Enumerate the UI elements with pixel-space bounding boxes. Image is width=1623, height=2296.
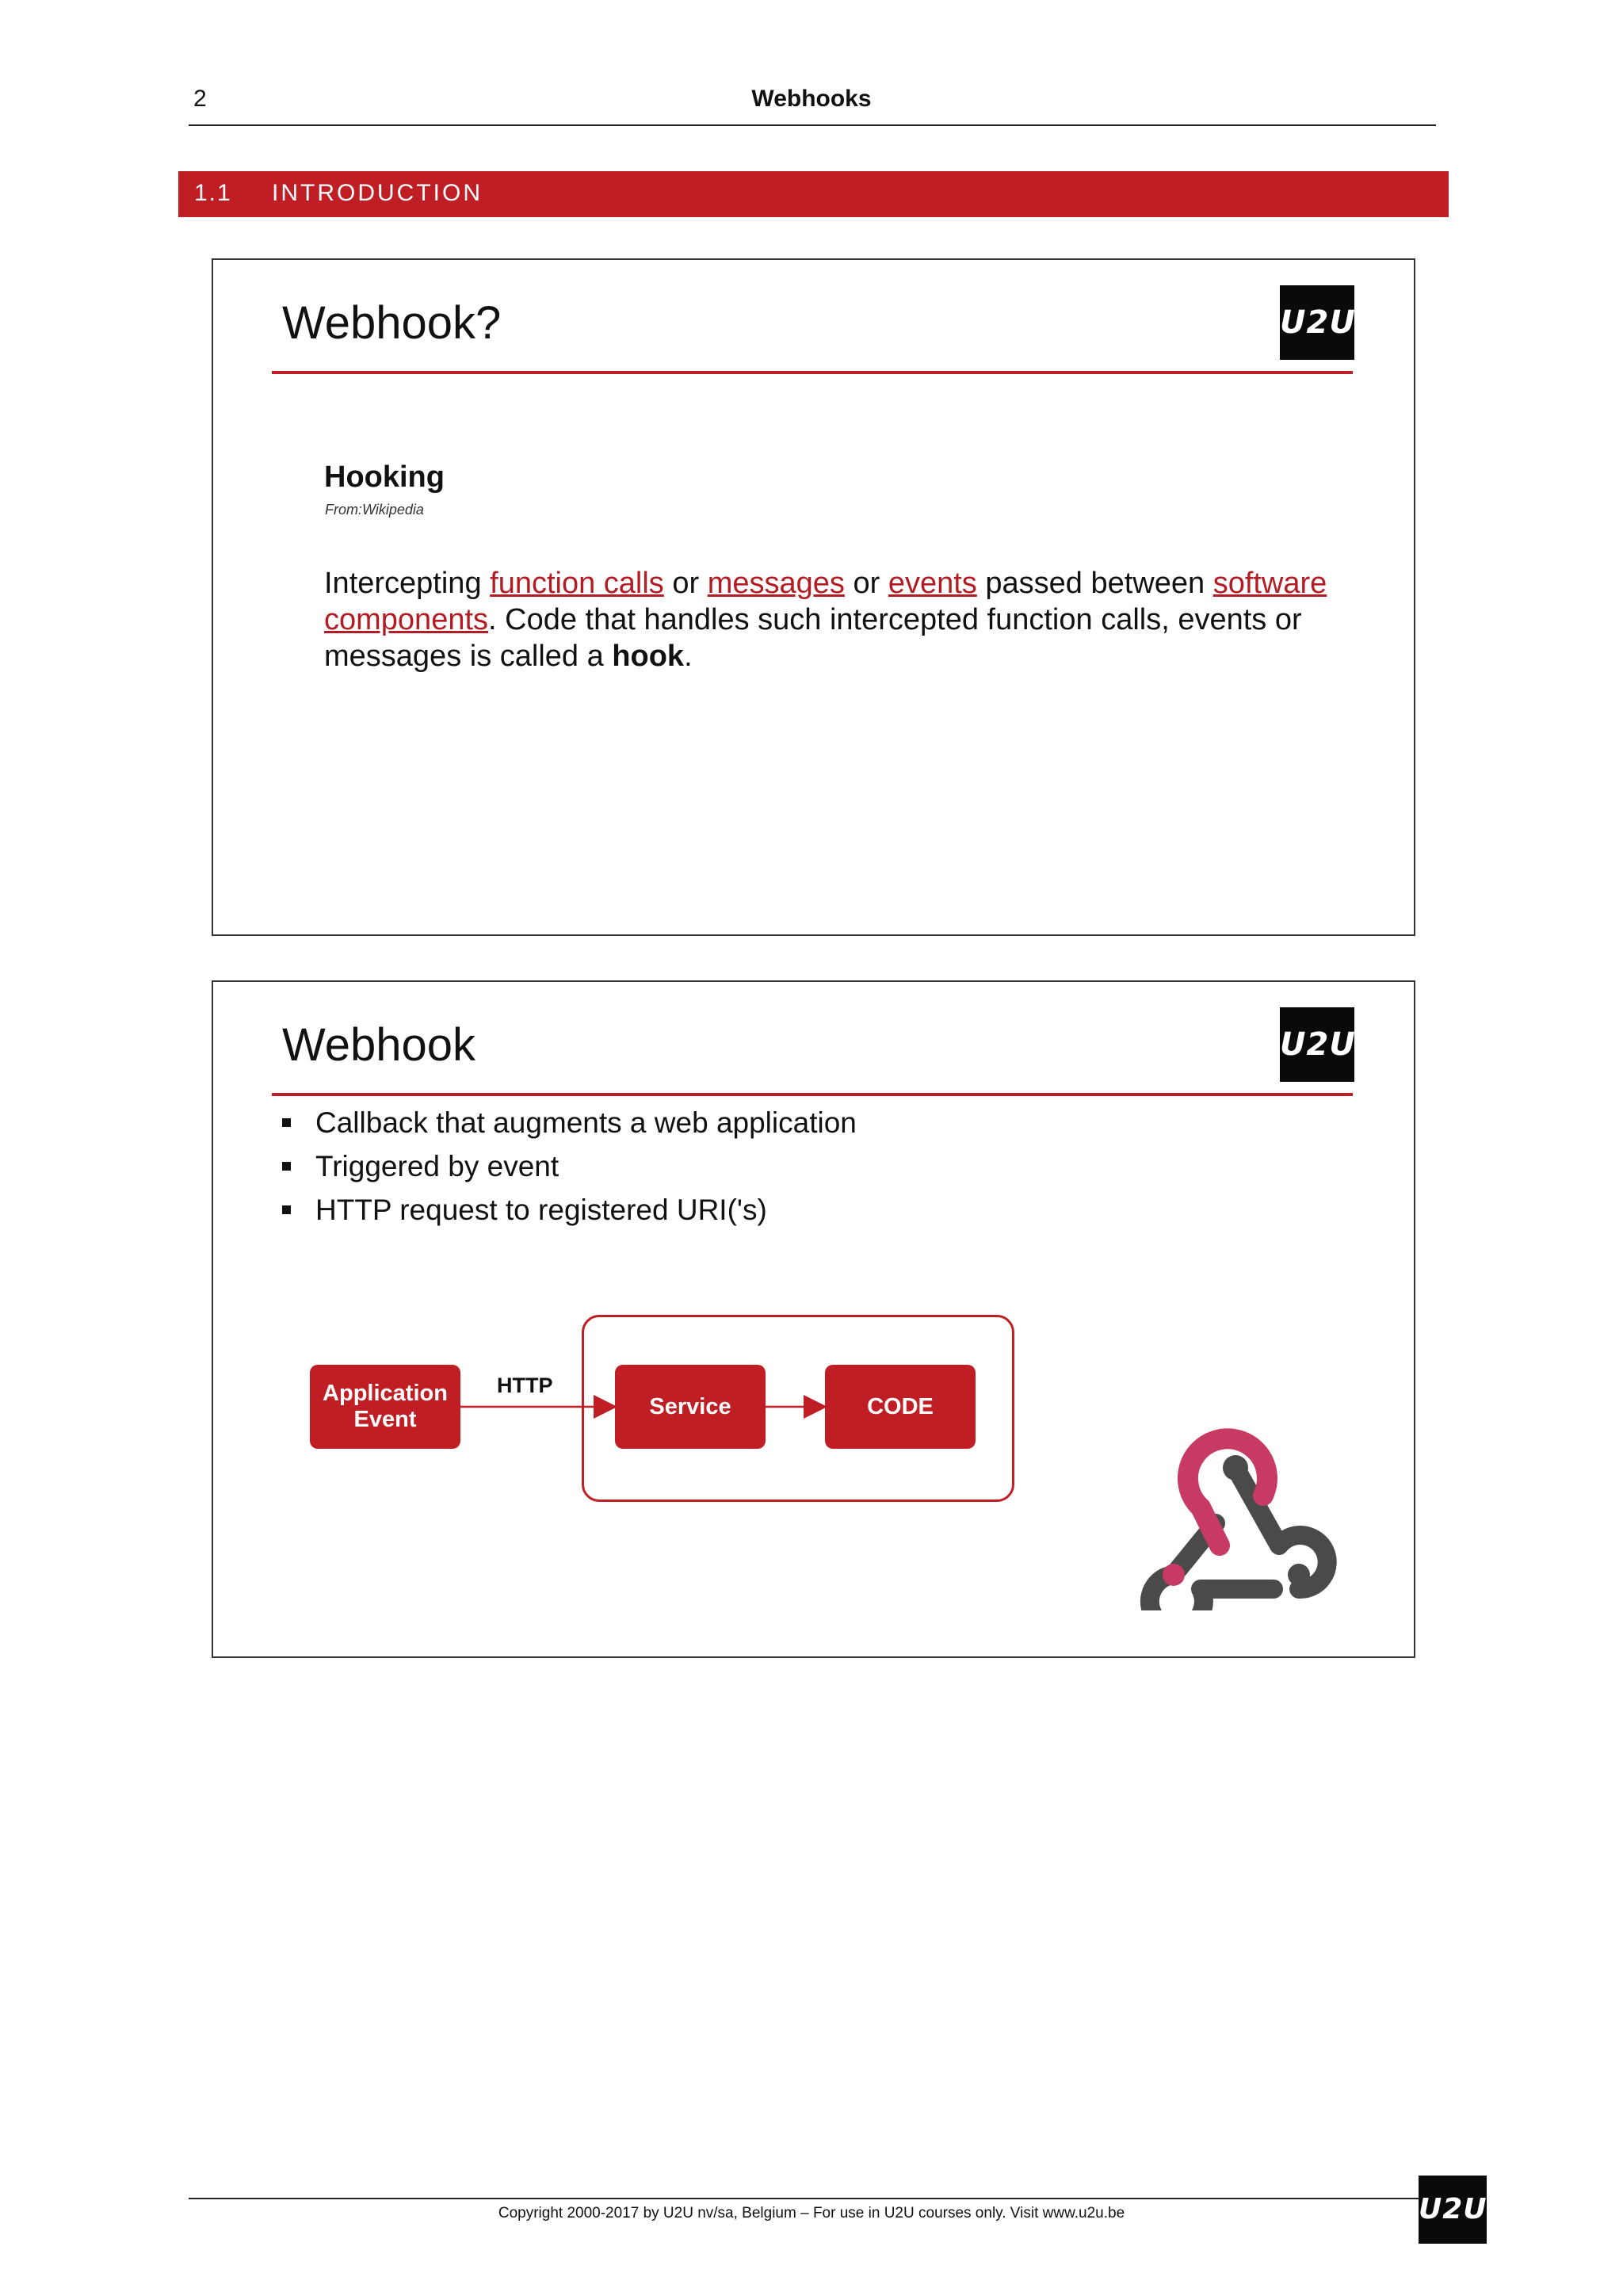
service-box: Service — [615, 1365, 766, 1449]
definition-paragraph — [324, 565, 1354, 674]
bullet-item: Triggered by event — [282, 1144, 857, 1188]
slide-title-underline — [272, 371, 1353, 374]
link-messages[interactable]: messages — [707, 567, 845, 600]
webhook-logo-gray-arc — [1235, 1468, 1327, 1589]
slide-webhook — [212, 980, 1415, 1658]
page-number: 2 — [193, 86, 207, 112]
definition-heading: Hooking — [324, 460, 445, 494]
running-header-title: Webhooks — [751, 86, 872, 112]
link-events[interactable]: events — [888, 567, 977, 600]
slide-title: Webhook? — [282, 297, 502, 349]
paragraph-text: or — [663, 567, 708, 600]
paragraph-text: Intercepting — [324, 567, 491, 600]
definition-source: From:Wikipedia — [325, 502, 424, 518]
link-software-components[interactable]: software components — [324, 567, 1327, 636]
webhook-logo-icon — [1132, 1420, 1338, 1610]
hook-term: hook — [612, 640, 685, 673]
application-event-box: Application Event — [310, 1365, 460, 1449]
u2u-logo: U2U — [1280, 285, 1354, 360]
footer-u2u-logo: U2U — [1419, 2176, 1487, 2244]
paragraph-text: . Code that handles such intercepted function calls, events or messages is called a — [324, 603, 1302, 673]
http-label: HTTP — [497, 1373, 553, 1397]
slide-title: Webhook — [282, 1019, 475, 1071]
footer-divider — [189, 2198, 1436, 2199]
code-box: CODE — [825, 1365, 976, 1449]
bullet-item: HTTP request to registered URI('s) — [282, 1188, 857, 1232]
paragraph-text: or — [844, 567, 888, 600]
paragraph-text: . — [684, 640, 693, 673]
link-function-calls[interactable]: function calls — [490, 567, 664, 600]
header-divider — [189, 124, 1436, 126]
section-number: 1.1 — [194, 180, 232, 206]
u2u-logo: U2U — [1280, 1007, 1354, 1082]
bullet-item: Callback that augments a web application — [282, 1101, 857, 1144]
section-heading-bar — [178, 171, 1449, 217]
copyright-notice: Copyright 2000-2017 by U2U nv/sa, Belgium – For use in U2U courses only. Visit www.u2u.be — [498, 2205, 1125, 2222]
section-title: INTRODUCTION — [272, 180, 483, 206]
paragraph-text: passed between — [976, 567, 1213, 600]
slide-webhook-question — [212, 258, 1415, 936]
